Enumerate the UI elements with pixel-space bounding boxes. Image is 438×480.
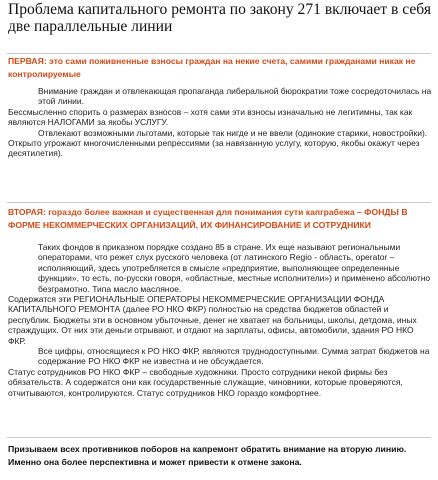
document-title: Проблема капитального ремонта по закону 271 включает в себя две параллельные линии [8,1,432,35]
section1-heading-text: : это сами поживненные взносы граждан на некие счета, самими гражданами никак не контролируемые [8,56,416,79]
section1-heading-label: ПЕРВАЯ [8,56,44,66]
section-divider [7,202,431,203]
section1-paragraph: Открыто угрожают многочисленными репрессиями (за навязанную услугу, которую, якобы окажут через десятилетия). [8,138,420,159]
section1-body [8,86,432,159]
section2-heading-text: : гораздо более важная и существенная для понимания сути капграбежа – ФОНДЫ В ФОРМЕ НЕКОММЕРЧЕСКИХ ОРГАНИЗАЦИЙ, ИХ ФИНАНСИРОВАНИЕ И СОТРУДНИКИ [8,207,408,230]
closing-line: Именно она более перспективна и может привести к отмене закона. [8,456,302,467]
section1-paragraph: Бессмысленно спорить о размерах взносов – хотя сами эти взносы изначально не легитимны, так как являются НАЛОГАМИ за якобы УСЛУГУ. [8,106,413,128]
section1-paragraph: Внимание граждан и отвлекающая пропаганда либеральной бюрократии тоже сосредоточилась на этой линии. [38,86,432,107]
closing-appeal [8,443,432,468]
section2-body [8,242,432,398]
section2-paragraph: Все цифры, относящиеся к РО НКО ФКР, являются труднодоступными. Сумма затрат бюджетов на содержание РО НКО ФКР не известна и не обсуждается. [38,346,430,367]
section1-paragraph: Отвлекают возможными льготами, которые так нигде и не ввели (одинокие старики, новостройки). [38,127,428,138]
section2-heading-label: ВТОРАЯ [8,207,43,217]
section2-heading [8,206,432,231]
closing-divider [7,437,431,438]
title-divider [7,53,431,54]
section2-paragraph: Статус сотрудников РО НКО ФКР – свободные художники. Просто сотрудники некой фирмы без обязательств. А содержатся они как государственные служащие, чиновники, которые проверяются, отчитываются, контролируются. Статус сотрудников НКО гораздо комфортнее. [8,366,403,398]
section2-paragraph: Таких фондов в приказном порядке создано 85 в стране. Их еще называют региональными операторами, что режет слух русского человека (от латинского Regio - область, operator – исполняющий, здесь употребляется в смысле «предприятие, выполняющее определенные функции», то есть, по-русски говоря, «областные, местные исполнители») и применено абсолютно безграмотно. Типа масло масляное. [38,242,431,294]
section1-heading [8,55,432,80]
closing-line: Призываем всех противников поборов на капремонт обратить внимание на вторую линию. [8,444,407,454]
section2-paragraph: Содержатся эти РЕГИОНАЛЬНЫЕ ОПЕРАТОРЫ НЕКОММЕРЧЕСКИЕ ОРГАНИЗАЦИИ ФОНДА КАПИТАЛЬНОГО РЕМОНТА (далее РО НКО ФКР) полностью на средства бюджетов областей и республик. Бюджеты эти в основном убыточные, денег не хватает на больницы, школы, детдома, иных страждущих. От них эти деньги отрывают, и отдают на зарплаты, офисы, автомобили, здания РО НКО ФКР. [8,294,417,346]
